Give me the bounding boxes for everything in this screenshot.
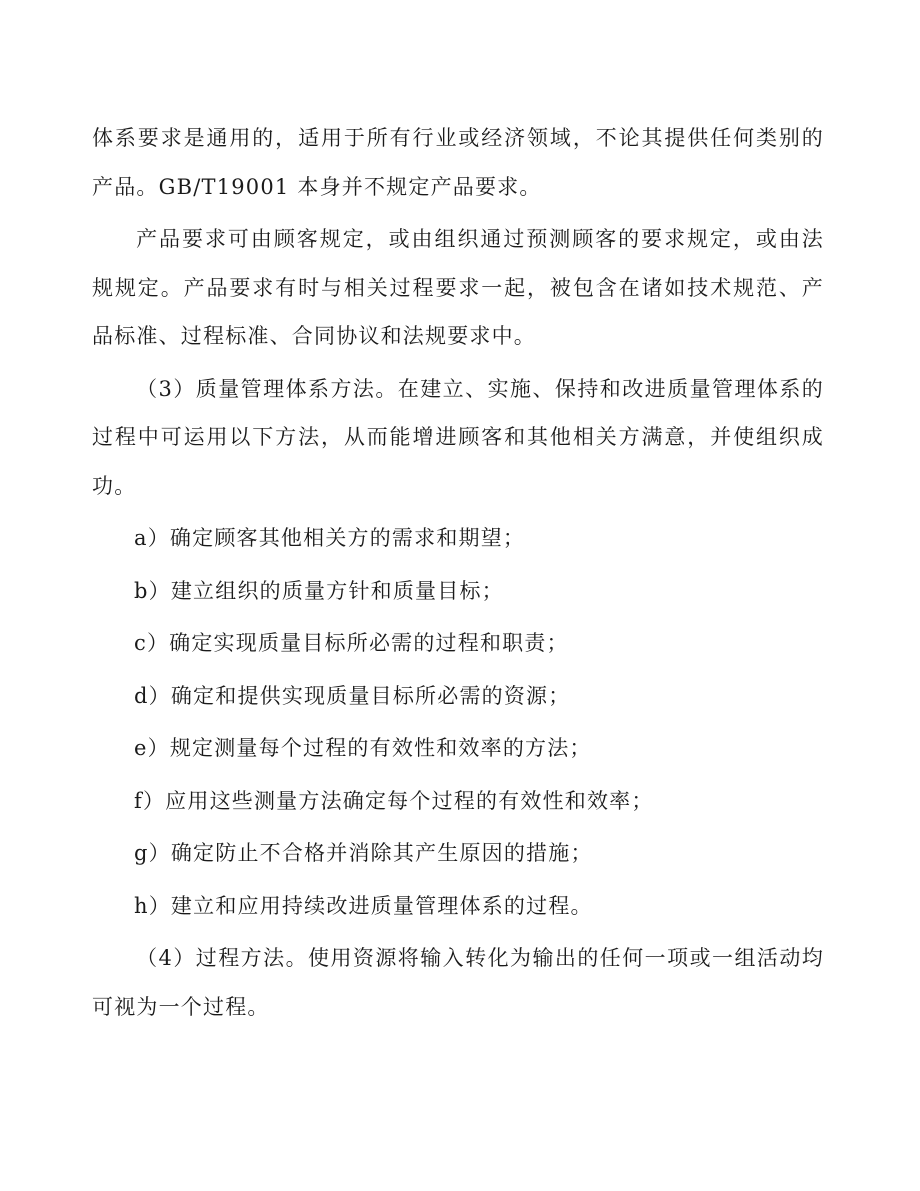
list-item: e）规定测量每个过程的有效性和效率的方法； <box>134 736 592 760</box>
list-item: g）确定防止不合格并消除其产生原因的措施； <box>134 841 593 865</box>
list-item: a）确定顾客其他相关方的需求和期望； <box>134 526 526 550</box>
paragraph-process-method: （4）过程方法。使用资源将输入转化为输出的任何一项或一组活动均可视为一个过程。 <box>92 946 824 1019</box>
paragraph-product-requirements: 产品要求可由顾客规定，或由组织通过预测顾客的要求规定，或由法规规定。产品要求有时与相关过程要求一起，被包含在诸如技术规范、产品标准、过程标准、合同协议和法规要求中。 <box>92 227 824 348</box>
list-item: c）确定实现质量目标所必需的过程和职责； <box>134 631 569 655</box>
list-item: h）建立和应用持续改进质量管理体系的过程。 <box>134 893 593 918</box>
document-body <box>92 114 824 1031</box>
list-item: d）确定和提供实现质量目标所必需的资源； <box>134 683 571 708</box>
paragraph-scope: 体系要求是通用的，适用于所有行业或经济领域，不论其提供任何类别的产品。GB/T19001 本身并不规定产品要求。 <box>92 126 824 199</box>
paragraph-qms-method: （3）质量管理体系方法。在建立、实施、保持和改进质量管理体系的过程中可运用以下方法，从而能增进顾客和其他相关方满意，并使组织成功。 <box>92 376 824 498</box>
list-item: b）建立组织的质量方针和质量目标； <box>134 578 504 603</box>
list-item: f）应用这些测量方法确定每个过程的有效性和效率； <box>134 788 654 813</box>
